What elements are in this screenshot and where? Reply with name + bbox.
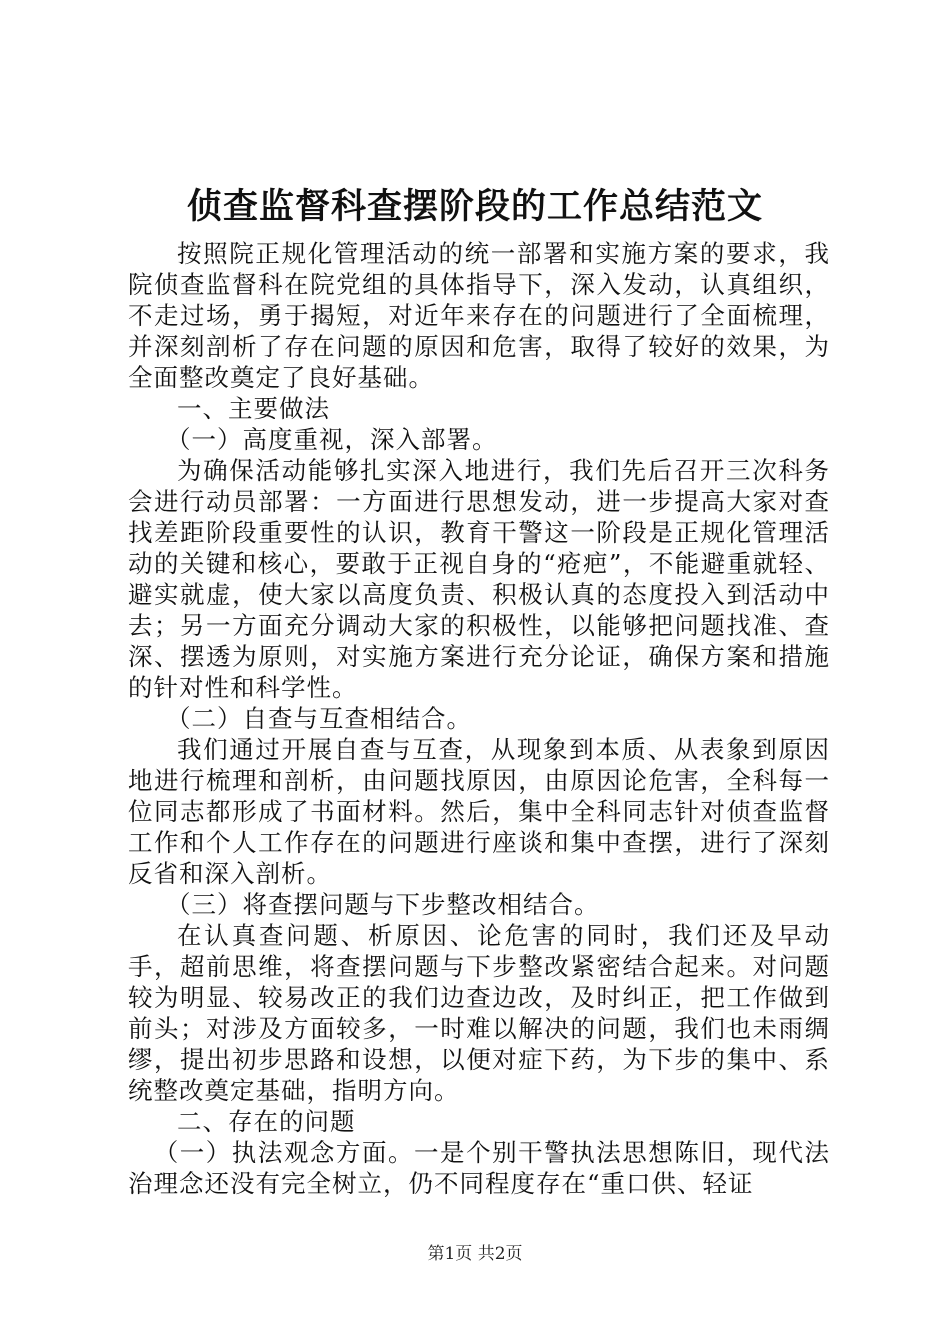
subheading-3: （三）将查摆问题与下步整改相结合。 — [165, 890, 600, 919]
subheading-1: （一）高度重视，深入部署。 — [165, 425, 498, 454]
paragraph-self-check: 我们通过开展自查与互查，从现象到本质、从表象到原因地进行梳理和剖析，由问题找原因，由原因论危害，全科每一位同志都形成了书面材料。然后，集中全科同志针对侦查监督工作和个人工作存在的问题进行座谈和集中查摆，进行了深刻反省和深入剖析。 — [128, 735, 830, 888]
paragraph-deployment: 为确保活动能够扎实深入地进行，我们先后召开三次科务会进行动员部署：一方面进行思想发动，进一步提高大家对查找差距阶段重要性的认识，教育干警这一阶段是正规化管理活动的关键和核心，要敢于正视自身的“疮疤”，不能避重就轻、避实就虚，使大家以高度负责、积极认真的态度投入到活动中去；另一方面充分调动大家的积极性，以能够把问题找准、查深、摆透为原则，对实施方案进行充分论证，确保方案和措施的针对性和科学性。 — [128, 456, 830, 702]
document-title: 侦查监督科查摆阶段的工作总结范文 — [186, 186, 763, 227]
paragraph-law-enforcement-concept: （一）执法观念方面。一是个别干警执法思想陈旧，现代法治理念还没有完全树立，仍不同程度存在“重口供、轻证 — [128, 1138, 830, 1198]
section-heading-main-practices: 一、主要做法 — [177, 394, 330, 423]
document-body — [128, 238, 830, 1199]
paragraph-rectification: 在认真查问题、析原因、论危害的同时，我们还及早动手，超前思维，将查摆问题与下步整改紧密结合起来。对问题较为明显、较易改正的我们边查边改，及时纠正，把工作做到前头；对涉及方面较多，一时难以解决的问题，我们也未雨绸缪，提出初步思路和设想，以便对症下药，为下步的集中、系统整改奠定基础，指明方向。 — [128, 921, 830, 1105]
paragraph-intro: 按照院正规化管理活动的统一部署和实施方案的要求，我院侦查监督科在院党组的具体指导下，深入发动，认真组织，不走过场，勇于揭短，对近年来存在的问题进行了全面梳理，并深刻剖析了存在问题的原因和危害，取得了较好的效果，为全面整改奠定了良好基础。 — [128, 239, 830, 392]
page-footer: 第1页 共2页 — [427, 1244, 523, 1264]
section-heading-problems: 二、存在的问题 — [177, 1107, 356, 1136]
subheading-2: （二）自查与互查相结合。 — [165, 704, 472, 733]
